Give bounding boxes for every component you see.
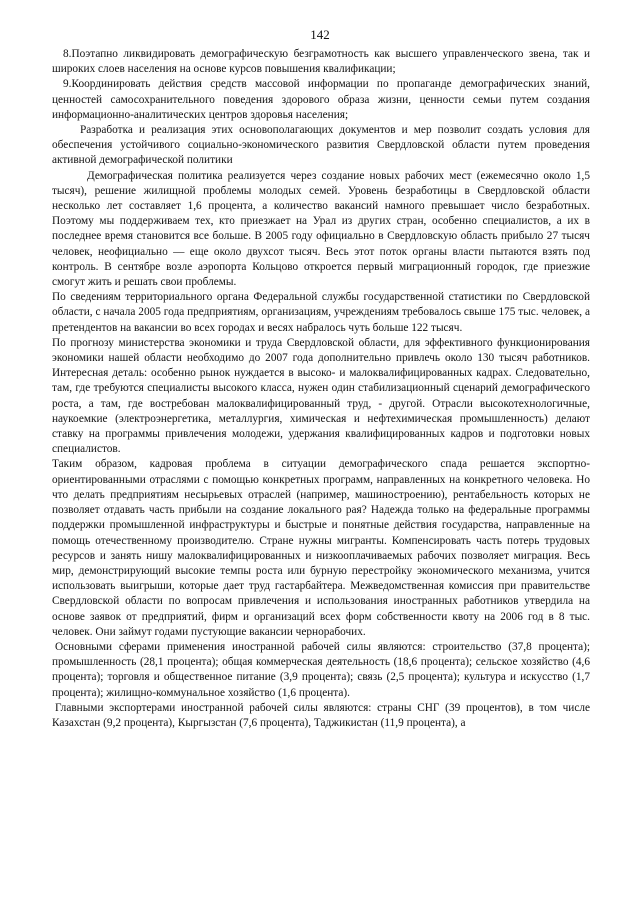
document-body <box>52 47 590 731</box>
paragraph-forecast: По прогнозу министерства экономики и труда Свердловской области, для эффективного функционирования экономики нашей области необходимо до 2007 года дополнительно привлечь около 130 тысяч работников. Интересная деталь: особенно рынок нуждается в высоко- и малоквалифицированных кадрах. Следовательно, там, где требуются специалисты высокого класса, нужен один стабилизационный сценарий демографического роста, а там, где востребован малоквалифицированный труд, - другой. Отрасли высокотехнологичные, наукоемкие (электроэнергетика, металлургия, химическая и нефтехимическая промышленность) делают ставку на программы привлечения молодежи, удержания квалифицированных кадров и подготовки новых специалистов. <box>52 336 590 456</box>
page-number: 142 <box>310 27 330 42</box>
paragraph-development: Разработка и реализация этих основополагающих документов и мер позволит создать условия для обеспечения устойчивого социально-экономического развития Свердловской области путем проведения активной демографической политики <box>52 124 590 167</box>
list-item-9: 9.Координировать действия средств массовой информации по пропаганде демографических знаний, ценностей самосохранительного поведения здорового образа жизни, ценности семьи путем создания информационно-аналитических центров здоровья населения; <box>52 78 590 121</box>
paragraph-conclusion: Таким образом, кадровая проблема в ситуации демографического спада решается экспортно-ориентированными отраслями с помощью конкретных программ, направленных на конкретного человека. Но что делать предприятиям несырьевых отраслей (например, машиностроению), рентабельность которых не позволяет отдавать часть прибыли на создание локального рая? Надежда только на федеральные программы поддержки промышленной инфраструктуры и быстрые и понятные действия государства, направленные на помощь отечественному производителю. Стране нужны мигранты. Компенсировать часть потерь трудовых ресурсов и занять нишу малоквалифицированных и низкооплачиваемых рабочих позволяет миграция. Весь мир, демонстрирующий высокие темпы роста или бурную перестройку экономического механизма, учится использовать выигрыши, которые дает труд гастарбайтера. Межведомственная комиссия при правительстве Свердловской области по вопросам привлечения и использования иностранных работников утвердила на основе заявок от предприятий, фирм и организаций всех форм собственности квоту на 2006 год в 8 тыс. человек. Они займут годами пустующие вакансии чернорабочих. <box>52 458 590 638</box>
paragraph-exporters: Главными экспортерами иностранной рабочей силы являются: страны СНГ (39 процентов), в том числе Казахстан (9,2 процента), Кыргызстан (7,6 процента), Таджикистан (11,9 процента), а <box>52 701 590 729</box>
list-item-8: 8.Поэтапно ликвидировать демографическую безграмотность как высшего управленческого звена, так и широких слоев населения на основе курсов повышения квалификации; <box>52 48 590 76</box>
paragraph-demographic-policy: Демографическая политика реализуется через создание новых рабочих мест (ежемесячно около 1,5 тысяч), решение жилищной проблемы молодых семей. Уровень безработицы в Свердловской области несколько лет составляет 1,6 процента, а количество вакансий намного превышает число безработных. Поэтому мы поддерживаем тех, кто приезжает на Урал из других стран, особенно специалистов, а их в последнее время становится все больше. В 2005 году официально в Свердловскую область прибыло 27 тысяч человек, неофициально — еще около двухсот тысяч. Весь этот поток органы власти пытаются взять под контроль. В сентябре возле аэропорта Кольцово откроется первый миграционный городок, где приезжие смогут жить и решать свои проблемы. <box>52 169 590 289</box>
paragraph-statistics: По сведениям территориального органа Федеральной службы государственной статистики по Свердловской области, с начала 2005 года предприятиям, организациям, учреждениям требовалось свыше 175 тыс. человек, а претендентов на вакансии во всех городах и весях набралось чуть больше 122 тысяч. <box>52 291 590 334</box>
paragraph-spheres: Основными сферами применения иностранной рабочей силы являются: строительство (37,8 процента); промышленность (28,1 процента); общая коммерческая деятельность (18,6 процента); сельское хозяйство (4,6 процента); торговля и общественное питание (3,9 процента); связь (2,5 процента); культура и искусство (1,7 процента); жилищно-коммунальное хозяйство (1,6 процента). <box>52 640 590 699</box>
